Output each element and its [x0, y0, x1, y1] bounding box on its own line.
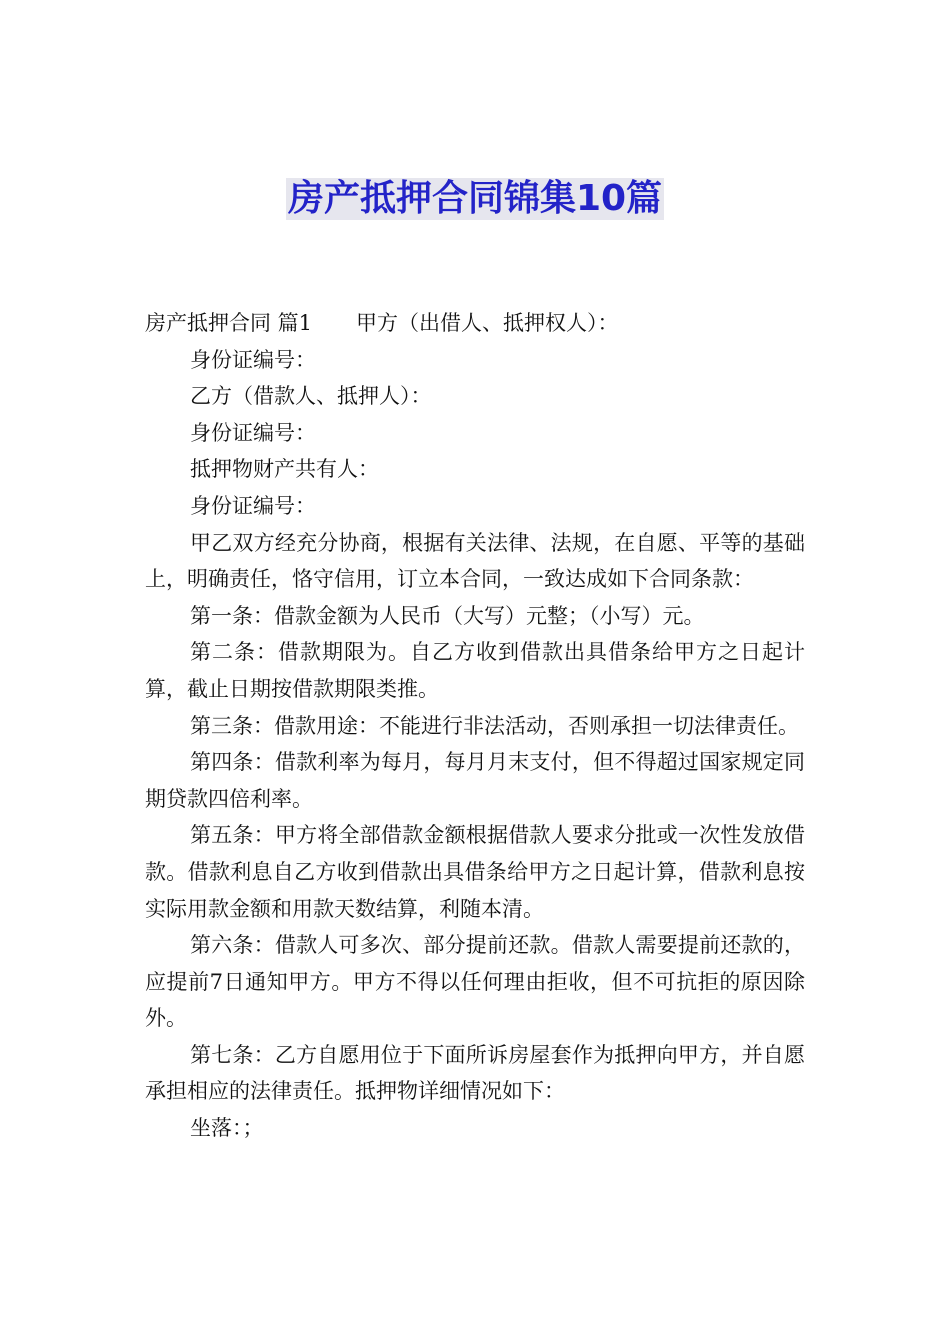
id-number-line-a: 身份证编号： — [190, 347, 316, 372]
party-a-line: 甲方（出借人、抵押权人）： — [356, 311, 619, 335]
article-2: 第二条：借款期限为。自乙方收到借款出具借条给甲方之日起计算，截止日期按借款期限类推。 — [145, 640, 805, 701]
id-number-line-b: 身份证编号： — [190, 420, 316, 445]
article-5: 第五条：甲方将全部借款金额根据借款人要求分批或一次性发放借款。借款利息自乙方收到借款出具借条给甲方之日起计算，借款利息按实际用款金额和用款天数结算，利随本清。 — [145, 823, 805, 921]
section-heading: 房产抵押合同 篇1 — [145, 311, 313, 335]
article-6: 第六条：借款人可多次、部分提前还款。借款人需要提前还款的，应提前7日通知甲方。甲方不得以任何理由拒收，但不可抗拒的原因除外。 — [145, 933, 805, 1031]
party-b-line: 乙方（借款人、抵押人）： — [190, 384, 432, 409]
article-4: 第四条：借款利率为每月，每月月末支付，但不得超过国家规定同期贷款四倍利率。 — [145, 750, 805, 811]
id-number-line-c: 身份证编号： — [190, 493, 316, 518]
heading-line — [145, 305, 805, 342]
article-3: 第三条：借款用途：不能进行非法活动，否则承担一切法律责任。 — [190, 713, 799, 738]
location-line: 坐落：； — [190, 1116, 264, 1141]
document-title: 房产抵押合同锦集10篇 — [287, 178, 663, 219]
document-body — [145, 305, 805, 1147]
intro-paragraph: 甲乙双方经充分协商，根据有关法律、法规，在自愿、平等的基础上，明确责任，恪守信用，订立本合同，一致达成如下合同条款： — [145, 530, 805, 592]
article-1: 第一条：借款金额为人民币（大写）元整；（小写）元。 — [190, 603, 705, 628]
co-owner-line: 抵押物财产共有人： — [190, 457, 379, 482]
title-area — [0, 178, 950, 220]
article-7: 第七条：乙方自愿用位于下面所诉房屋套作为抵押向甲方，并自愿承担相应的法律责任。抵押物详细情况如下： — [145, 1042, 805, 1104]
